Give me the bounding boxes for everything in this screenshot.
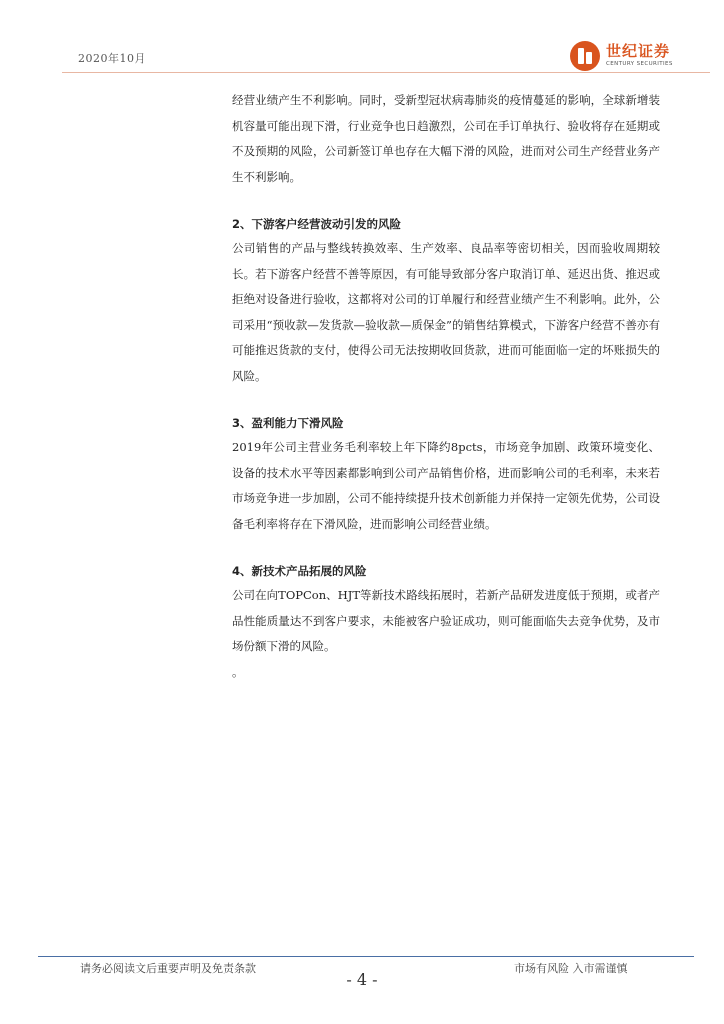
logo-text [606, 44, 673, 68]
trailing-mark: 。 [232, 664, 244, 679]
document-body [232, 88, 660, 685]
page-number: - 4 - [346, 970, 378, 989]
logo-name-cn: 世纪证券 [606, 42, 671, 61]
logo-mark-icon [570, 41, 600, 71]
intro-paragraph: 经营业绩产生不利影响。同时，受新型冠状病毒肺炎的疫情蔓延的影响，全球新增装机容量可能出现下滑，行业竞争也日趋激烈，公司在手订单执行、验收将存在延期或不及预期的风险，公司新签订单也存在大幅下滑的风险，进而对公司生产经营业务产生不利影响。 [232, 93, 660, 184]
section-body-4: 公司在向TOPCon、HJT等新技术路线拓展时，若新产品研发进度低于预期，或者产品性能质量达不到客户要求，未能被客户验证成功，则可能面临失去竞争优势，及市场份额下滑的风险。 [232, 588, 660, 653]
header-divider [62, 72, 710, 73]
section-title-4: 4、新技术产品拓展的风险 [232, 564, 367, 578]
company-logo [570, 38, 710, 74]
section-body-3: 2019年公司主营业务毛利率较上年下降约8pcts，市场竞争加剧、政策环境变化、设备的技术水平等因素都影响到公司产品销售价格，进而影响公司的毛利率，未来若市场竞争进一步加剧，公司不能持续提升技术创新能力并保持一定领先优势，公司设备毛利率将存在下滑风险，进而影响公司经营业绩。 [232, 440, 660, 531]
section-title-3: 3、盈利能力下滑风险 [232, 416, 344, 430]
section-body-2: 公司销售的产品与整线转换效率、生产效率、良品率等密切相关，因而验收周期较长。若下游客户经营不善等原因，有可能导致部分客户取消订单、延迟出货、推迟或拒绝对设备进行验收，这都将对公司的订单履行和经营业绩产生不利影响。此外，公司采用“预收款—发货款—验收款—质保金”的销售结算模式，下游客户经营不善亦有可能推迟货款的支付，使得公司无法按期收回货款，进而可能面临一定的坏账损失的风险。 [232, 241, 660, 383]
logo-name-en: CENTURY SECURITIES [606, 61, 673, 68]
footer-disclaimer: 请务必阅读文后重要声明及免责条款 [80, 962, 256, 975]
section-title-2: 2、下游客户经营波动引发的风险 [232, 217, 401, 231]
footer-risk-notice: 市场有风险 入市需谨慎 [514, 962, 628, 975]
header-date: 2020年10月 [78, 52, 146, 65]
footer-divider [38, 956, 694, 957]
